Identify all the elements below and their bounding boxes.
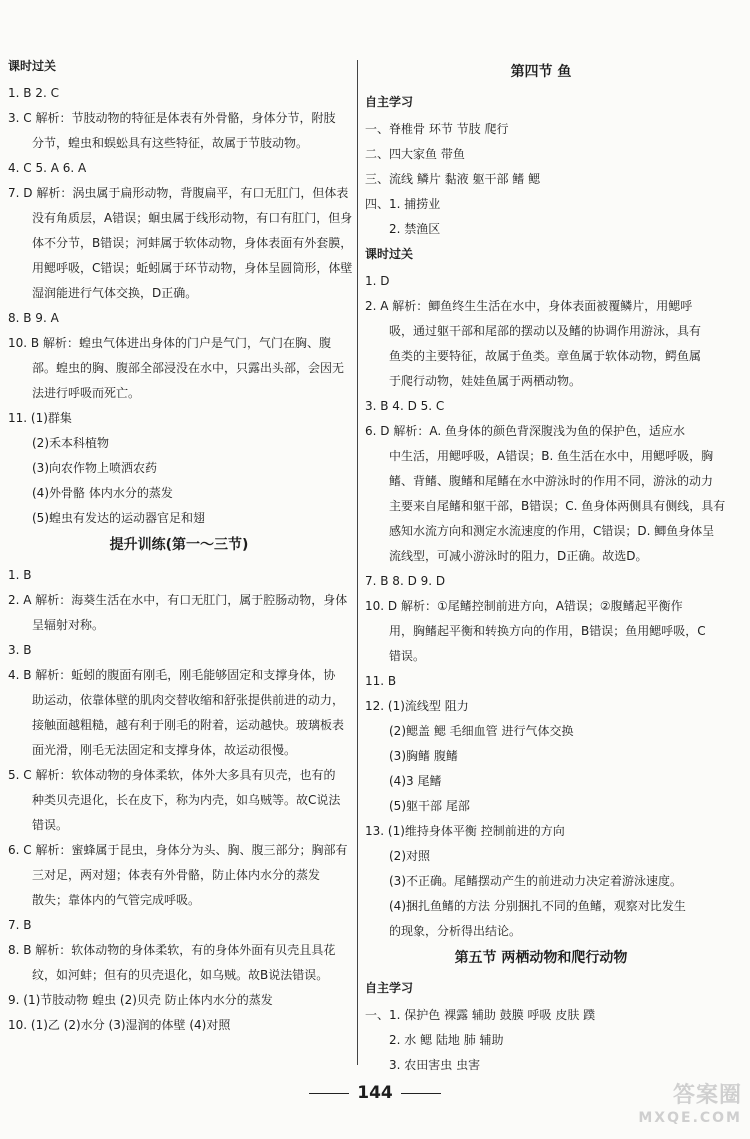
answer-line: 呈辐射对称。 xyxy=(32,618,105,632)
answer-line: (5)躯干部 尾部 xyxy=(389,799,470,813)
answer-line: 部。蝗虫的胸、腹部全部浸没在水中，只露出头部，会因无 xyxy=(32,361,345,375)
answer-line: 6. D 解析：A. 鱼身体的颜色背深腹浅为鱼的保护色，适应水 xyxy=(365,424,685,438)
watermark-url: MXQE.COM xyxy=(638,1110,742,1126)
section-title-liang-qi: 第五节 两栖动物和爬行动物 xyxy=(454,950,628,966)
answer-line: 助运动，依靠体壁的肌肉交替收缩和舒张提供前进的动力， xyxy=(32,693,345,707)
answer-line: 湿润能进行气体交换，D正确。 xyxy=(32,286,198,300)
answer-line: 3. 农田害虫 虫害 xyxy=(389,1058,481,1072)
answer-line: 3. C 解析：节肢动物的特征是体表有外骨骼，身体分节，附肢 xyxy=(8,111,336,125)
section-heading-zi-zhu-xue-xi: 自主学习 xyxy=(365,95,414,109)
answer-line: 11. B xyxy=(365,674,397,688)
answer-line: 7. D 解析：涡虫属于扁形动物，背腹扁平，有口无肛门，但体表 xyxy=(8,186,349,200)
answer-line: 用鳃呼吸，C错误；蚯蚓属于环节动物，身体呈圆筒形，体壁 xyxy=(32,261,353,275)
answer-line: 2. A 解析：鲫鱼终生生活在水中，身体表面被覆鳞片，用鳃呼 xyxy=(365,299,693,313)
answer-line: (2)对照 xyxy=(389,849,430,863)
answer-line: (4)捆扎鱼鳍的方法 分别捆扎不同的鱼鳍，观察对比发生 xyxy=(389,899,686,913)
answer-line: 8. B 9. A xyxy=(8,311,59,325)
answer-line: 2. A 解析：海葵生活在水中，有口无肛门，属于腔肠动物，身体 xyxy=(8,593,348,607)
section-title-ti-sheng: 提升训练(第一～三节) xyxy=(109,537,249,553)
watermark-logo xyxy=(638,1085,742,1129)
answer-line: 一、脊椎骨 环节 节肢 爬行 xyxy=(365,122,509,136)
answer-line: 法进行呼吸而死亡。 xyxy=(32,386,141,400)
answer-line: 1. D xyxy=(365,274,390,288)
answer-line: 面光滑，刚毛无法固定和支撑身体，故运动很慢。 xyxy=(32,743,297,757)
answer-line: 2. 水 鳃 陆地 肺 辅助 xyxy=(389,1033,504,1047)
answer-line: 1. B xyxy=(8,568,32,582)
answer-line: 二、四大家鱼 带鱼 xyxy=(365,147,465,161)
answer-line: (2)禾本科植物 xyxy=(32,436,109,450)
watermark-text: 答案圈 xyxy=(672,1083,742,1108)
answer-line: (3)不正确。尾鳍摆动产生的前进动力决定着游泳速度。 xyxy=(389,874,683,888)
section-title-yu: 第四节 鱼 xyxy=(510,64,572,80)
answer-line: 12. (1)流线型 阻力 xyxy=(365,699,469,713)
answer-line: (4)外骨骼 体内水分的蒸发 xyxy=(32,486,173,500)
column-divider xyxy=(357,60,358,1065)
answer-line: (2)鳃盖 鳃 毛细血管 进行气体交换 xyxy=(389,724,574,738)
answer-line: 鱼类的主要特征，故属于鱼类。章鱼属于软体动物，鳄鱼属 xyxy=(389,349,702,363)
answer-line: 11. (1)群集 xyxy=(8,411,72,425)
answer-line: 10. B 解析：蝗虫气体进出身体的门户是气门，气门在胸、腹 xyxy=(8,336,331,350)
section-heading-zi-zhu-xue-xi: 自主学习 xyxy=(365,981,414,995)
section-heading-ke-shi-guo-guan: 课时过关 xyxy=(365,247,414,261)
answer-line: 于爬行动物，娃娃鱼属于两栖动物。 xyxy=(389,374,582,388)
answer-line: (4)3 尾鳍 xyxy=(389,774,442,788)
answer-line: 鳍、背鳍、腹鳍和尾鳍在水中游泳时的作用不同，游泳的动力 xyxy=(389,474,714,488)
answer-line: 10. (1)乙 (2)水分 (3)湿润的体壁 (4)对照 xyxy=(8,1018,231,1032)
answer-line: 主要来自尾鳍和躯干部，B错误；C. 鱼身体两侧具有侧线，具有 xyxy=(389,499,726,513)
answer-line: 流线型，可减小游泳时的阻力，D正确。故选D。 xyxy=(389,549,648,563)
left-column xyxy=(8,58,353,1042)
answer-line: 中生活，用鳃呼吸，A错误；B. 鱼生活在水中，用鳃呼吸，胸 xyxy=(389,449,714,463)
answer-line: 感知水流方向和测定水流速度的作用，C错误；D. 鲫鱼身体呈 xyxy=(389,524,715,538)
answer-line: 吸，通过躯干部和尾部的摆动以及鳍的协调作用游泳，具有 xyxy=(389,324,702,338)
answer-line: 10. D 解析：①尾鳍控制前进方向，A错误；②腹鳍起平衡作 xyxy=(365,599,683,613)
answer-line: 散失；靠体内的气管完成呼吸。 xyxy=(32,893,201,907)
answer-line: (3)胸鳍 腹鳍 xyxy=(389,749,458,763)
answer-line: 4. B 解析：蚯蚓的腹面有刚毛，刚毛能够固定和支撑身体，协 xyxy=(8,668,336,682)
answer-line: 错误。 xyxy=(389,649,426,663)
answer-line: 9. (1)节肢动物 蝗虫 (2)贝壳 防止体内水分的蒸发 xyxy=(8,993,273,1007)
answer-line: 四、1. 捕捞业 xyxy=(365,197,441,211)
answer-line: 5. C 解析：软体动物的身体柔软，体外大多具有贝壳，也有的 xyxy=(8,768,336,782)
answer-line: 种类贝壳退化，长在皮下，称为内壳，如乌贼等。故C说法 xyxy=(32,793,341,807)
answer-line: (3)向农作物上喷洒农药 xyxy=(32,461,157,475)
answer-line: 2. 禁渔区 xyxy=(389,222,441,236)
answer-line: 7. B 8. D 9. D xyxy=(365,574,446,588)
answer-line: 4. C 5. A 6. A xyxy=(8,161,87,175)
answer-line: 6. C 解析：蜜蜂属于昆虫，身体分为头、胸、腹三部分；胸部有 xyxy=(8,843,348,857)
answer-line: (5)蝗虫有发达的运动器官足和翅 xyxy=(32,511,205,525)
answer-line: 的现象，分析得出结论。 xyxy=(389,924,522,938)
answer-line: 一、1. 保护色 裸露 辅助 鼓膜 呼吸 皮肤 蹼 xyxy=(365,1008,596,1022)
answer-line: 1. B 2. C xyxy=(8,86,59,100)
answer-line: 8. B 解析：软体动物的身体柔软，有的身体外面有贝壳且具花 xyxy=(8,943,336,957)
answer-line: 3. B 4. D 5. C xyxy=(365,399,445,413)
answer-line: 体不分节，B错误；河蚌属于软体动物，身体表面有外套膜， xyxy=(32,236,353,250)
answer-line: 分节，蝗虫和蜈蚣具有这些特征，故属于节肢动物。 xyxy=(32,136,309,150)
answer-line: 三对足，两对翅；体表有外骨骼，防止体内水分的蒸发 xyxy=(32,868,321,882)
right-column xyxy=(365,58,726,1082)
answer-line: 13. (1)维持身体平衡 控制前进的方向 xyxy=(365,824,565,838)
answer-line: 7. B xyxy=(8,918,32,932)
page-number: 144 xyxy=(290,1083,460,1103)
answer-line: 纹，如河蚌；但有的贝壳退化，如乌贼。故B说法错误。 xyxy=(32,968,329,982)
answer-line: 3. B xyxy=(8,643,32,657)
answer-line: 用，胸鳍起平衡和转换方向的作用，B错误；鱼用鳃呼吸，C xyxy=(389,624,706,638)
answer-line: 错误。 xyxy=(32,818,69,832)
answer-line: 接触面越粗糙，越有利于刚毛的附着，运动越快。玻璃板表 xyxy=(32,718,345,732)
answer-line: 三、流线 鳞片 黏液 躯干部 鳍 鳃 xyxy=(365,172,541,186)
answer-line: 没有角质层，A错误；蛔虫属于线形动物，有口有肛门，但身 xyxy=(32,211,353,225)
section-heading-ke-shi-guo-guan: 课时过关 xyxy=(8,59,57,73)
